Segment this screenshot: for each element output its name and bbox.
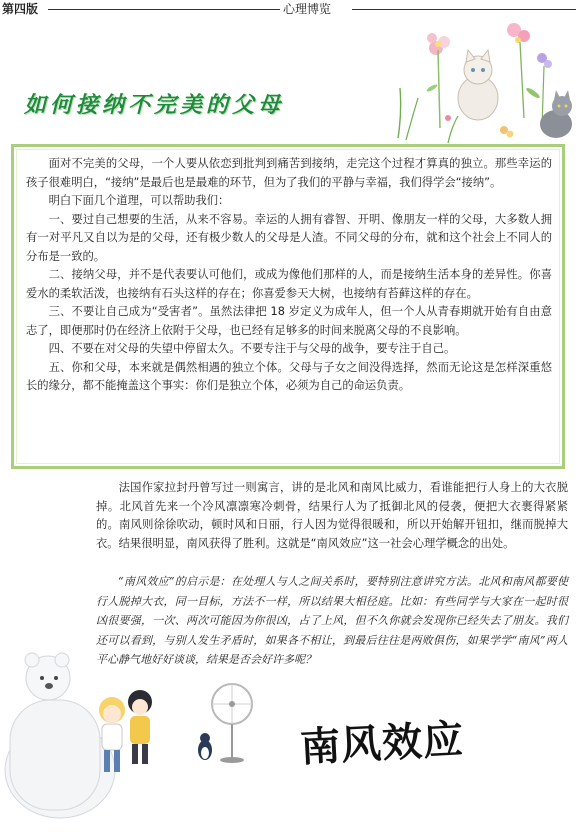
fable-section <box>96 479 568 553</box>
flower-left-icon <box>426 33 450 128</box>
article-title: 如何接纳不完美的父母 <box>24 92 285 118</box>
column-name: 心理博览 <box>283 2 332 16</box>
point-three-paragraph: 三、不要让自己成为“受害者”。虽然法律把 18 岁定义为成年人，但一个人从青春期就开始有自由意志了，即便那时仍在经济上依附于父母，也已经有足够多的时间来脱离父母的不良影响。 <box>26 305 552 337</box>
header-rule-left <box>48 9 280 10</box>
intro-paragraph: 面对不完美的父母，一个人要从依恋到批判到痛苦到接纳，走完这个过程才算真的独立。那些幸运的孩子很难明白，“接纳”是最后也是最难的环节，但为了我们的平静与幸福，我们得学会“接纳”。 <box>26 157 552 189</box>
point-five-paragraph: 五、你和父母，本来就是偶然相遇的独立个体。父母与子女之间没得选择，然而无论这是怎样深重悠长的缘分，都不能掩盖这个事实：你们是独立个体，必须为自己的命运负责。 <box>26 360 552 392</box>
point-four-paragraph: 四、不要在对父母的失望中停留太久。不要专注于与父母的战争，要专注于自己。 <box>48 342 456 355</box>
flower-top-icon <box>507 23 552 128</box>
lead-in-paragraph: 明白下面几个道理，可以帮助我们： <box>48 194 230 207</box>
header-rule-right <box>352 9 576 10</box>
insight-paragraph: “南风效应”的启示是：在处理人与人之间关系时，要特别注意讲究方法。北风和南风都要使行人脱掉大衣，同一目标，方法不一样，所以结果大相径庭。比如：有些同学与大家在一起时很凶很要强，一次、两次可能因为你很凶，占了上风，但不久你就会发现你已经失去了朋友。我们还可以看到，与别人发生矛盾时，如果各不相让，到最后往往是两败俱伤，如果学学“南风”两人平心静气地好好谈谈，结果是否会好许多呢？ <box>96 575 568 666</box>
child-dark-icon <box>128 690 152 764</box>
polar-bear-children-illustration <box>0 640 270 832</box>
flowers-cats-illustration <box>328 18 578 148</box>
article-box <box>11 144 565 469</box>
cat-grey-icon <box>540 90 572 138</box>
polar-bear-icon <box>5 653 115 818</box>
south-wind-effect-title: 南风效应 <box>299 716 466 772</box>
cat-white-icon <box>458 50 498 120</box>
point-one-paragraph: 一、要过自己想要的生活，从来不容易。幸运的人拥有睿智、开明、像朋友一样的父母，大多数人拥有一对平凡又自以为是的父母，还有极少数人的父母是人渣。不同父母的分布，就和这个社会上不同人的分布是一致的。 <box>26 212 552 263</box>
page-header <box>0 0 578 18</box>
issue-label: 第四版 <box>2 2 39 16</box>
fable-paragraph: 法国作家拉封丹曾写过一则寓言，讲的是北风和南风比威力，看谁能把行人身上的大衣脱掉。北风首先来一个冷风凛凛寒冷刺骨，结果行人为了抵御北风的侵袭，便把大衣裹得紧紧的。南风则徐徐吹动，顿时风和日丽，行人因为觉得很暖和，所以开始解开钮扣，继而脱掉大衣。结果很明显，南风获得了胜利。这就是“南风效应”这一社会心理学概念的出处。 <box>96 481 568 550</box>
electric-fan-icon <box>212 684 252 763</box>
point-two-paragraph: 二、接纳父母，并不是代表要认可他们，或成为像他们那样的人，而是接纳生活本身的差异性。你喜爱水的柔软活泼，也接纳有石头这样的存在；你喜爱参天大树，也接纳有苔藓这样的存在。 <box>26 268 552 300</box>
penguin-icon <box>198 733 212 760</box>
